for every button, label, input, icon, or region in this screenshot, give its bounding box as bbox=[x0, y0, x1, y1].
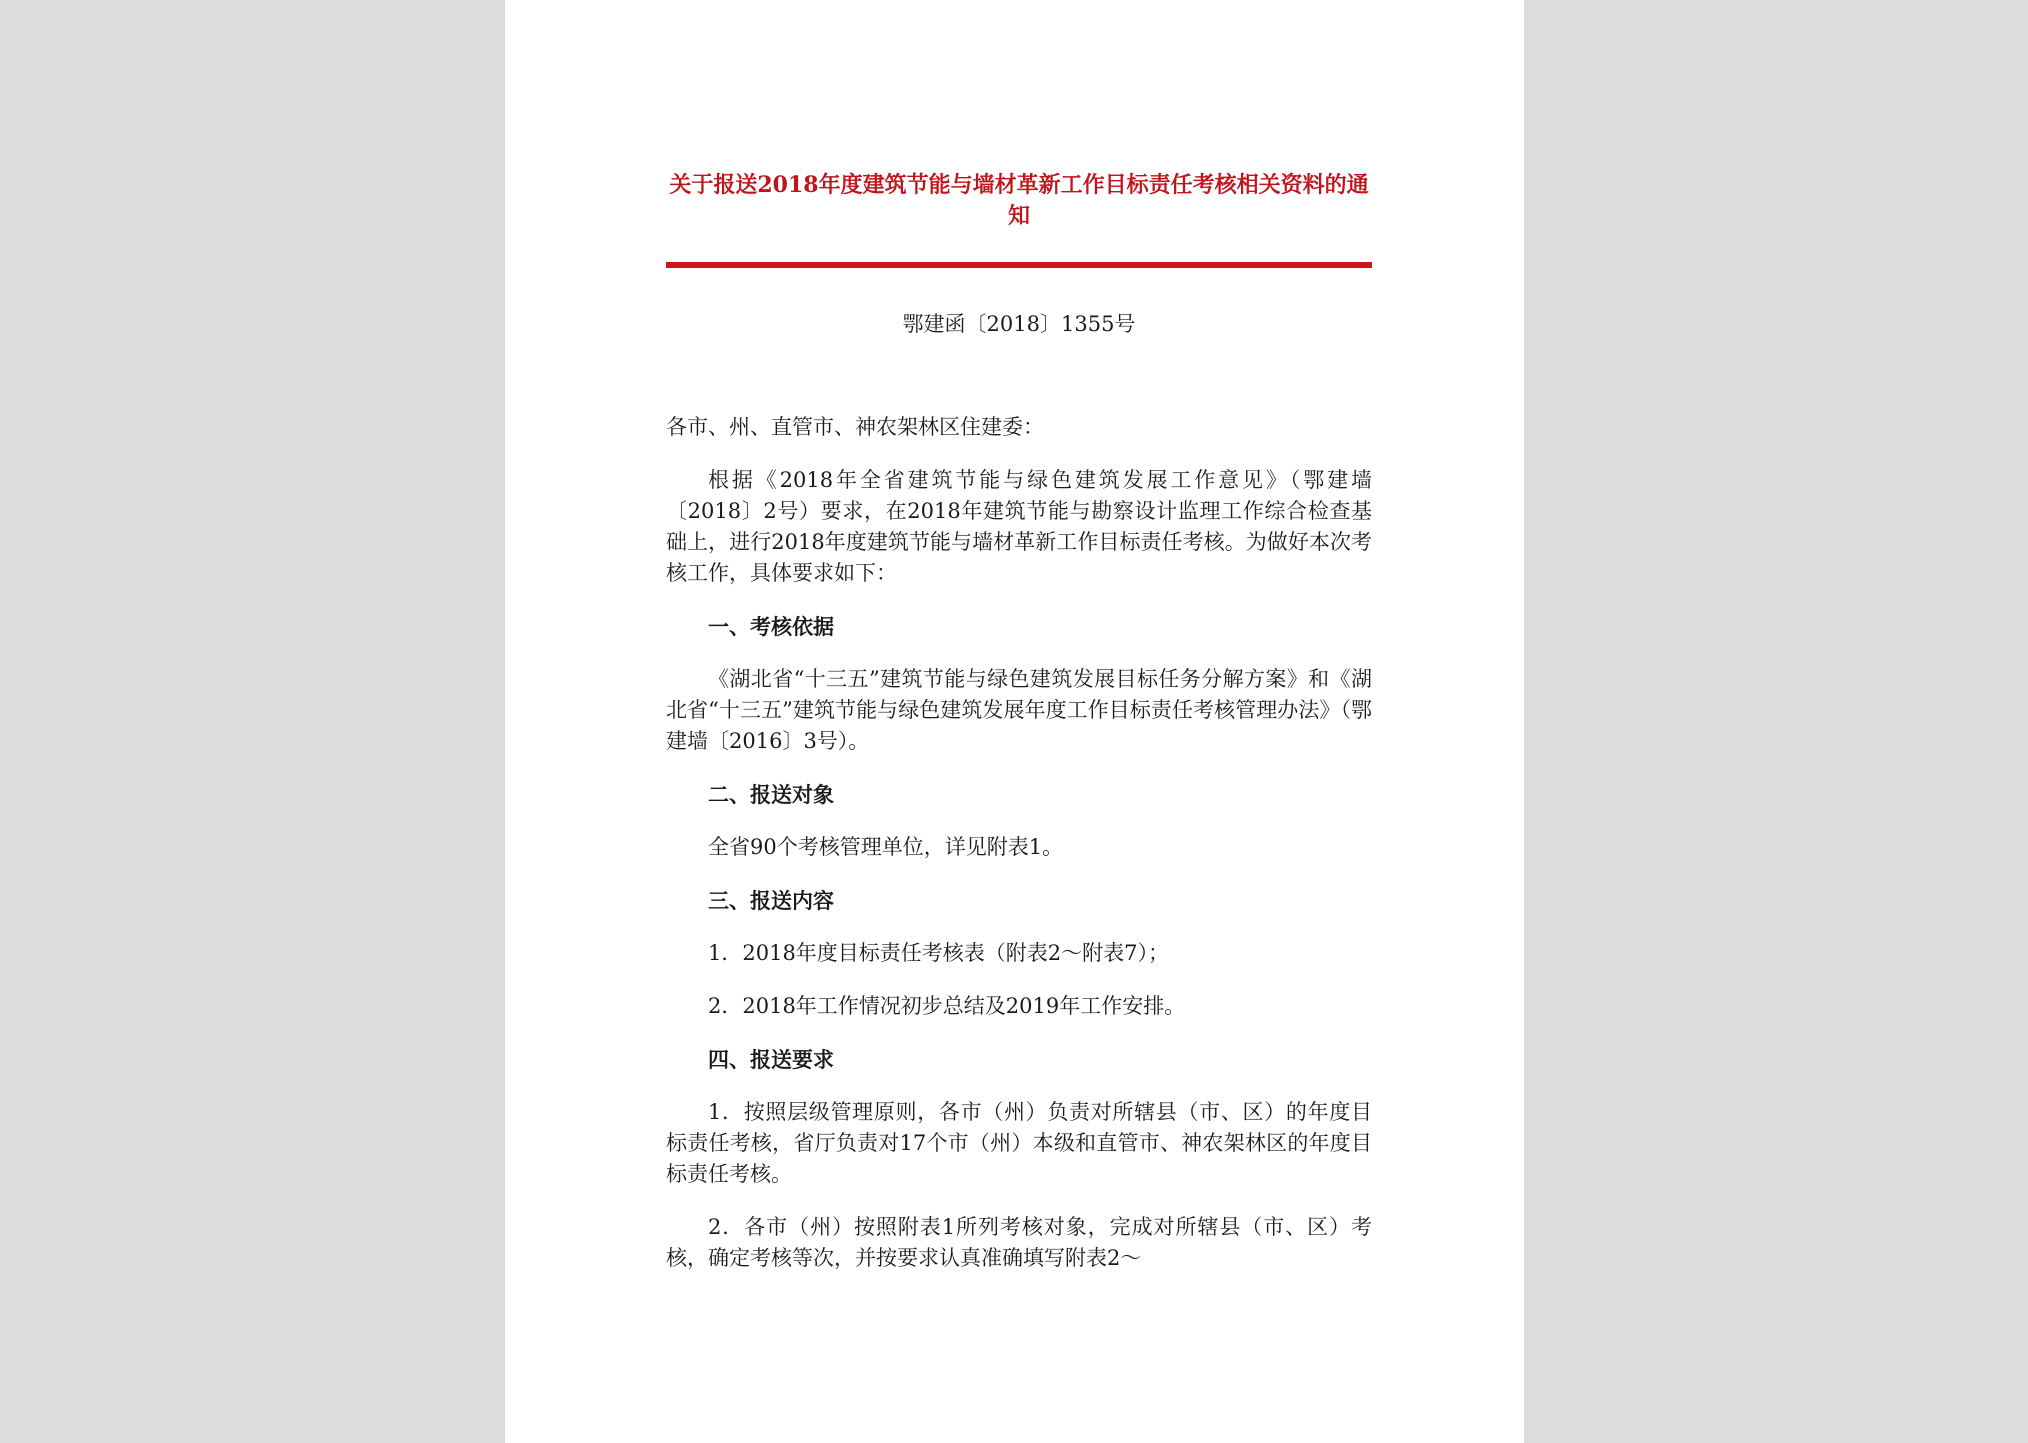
document-title: 关于报送2018年度建筑节能与墙材革新工作目标责任考核相关资料的通知 bbox=[669, 172, 1369, 229]
document-page bbox=[505, 0, 1524, 1443]
requirement-item: 1．按照层级管理原则，各市（州）负责对所辖县（市、区）的年度目标责任考核，省厅负责对17个市（州）本级和直管市、神农架林区的年度目标责任考核。 bbox=[666, 1100, 1372, 1186]
salutation: 各市、州、直管市、神农架林区住建委： bbox=[666, 415, 1044, 439]
content-item: 2．2018年工作情况初步总结及2019年工作安排。 bbox=[708, 994, 1186, 1018]
section-heading-content: 三、报送内容 bbox=[708, 888, 834, 913]
red-header-rule bbox=[666, 262, 1372, 268]
section-heading-basis: 一、考核依据 bbox=[708, 614, 834, 639]
section-text-targets: 全省90个考核管理单位，详见附表1。 bbox=[708, 835, 1064, 859]
section-text-basis: 《湖北省“十三五”建筑节能与绿色建筑发展目标任务分解方案》和《湖北省“十三五”建筑节能与绿色建筑发展年度工作目标责任考核管理办法》（鄂建墙〔2016〕3号）。 bbox=[666, 667, 1372, 753]
document-content bbox=[666, 170, 1372, 1274]
content-item: 1．2018年度目标责任考核表（附表2～附表7）； bbox=[708, 941, 1170, 965]
requirement-item: 2．各市（州）按照附表1所列考核对象，完成对所辖县（市、区）考核，确定考核等次，并按要求认真准确填写附表2～ bbox=[666, 1215, 1372, 1270]
intro-paragraph: 根据《2018年全省建筑节能与绿色建筑发展工作意见》（鄂建墙〔2018〕2号）要求，在2018年建筑节能与勘察设计监理工作综合检查基础上，进行2018年度建筑节能与墙材革新工作目标责任考核。为做好本次考核工作，具体要求如下： bbox=[666, 468, 1372, 585]
section-heading-requirements: 四、报送要求 bbox=[708, 1047, 834, 1072]
document-number: 鄂建函〔2018〕1355号 bbox=[902, 312, 1136, 336]
section-heading-targets: 二、报送对象 bbox=[708, 782, 834, 807]
